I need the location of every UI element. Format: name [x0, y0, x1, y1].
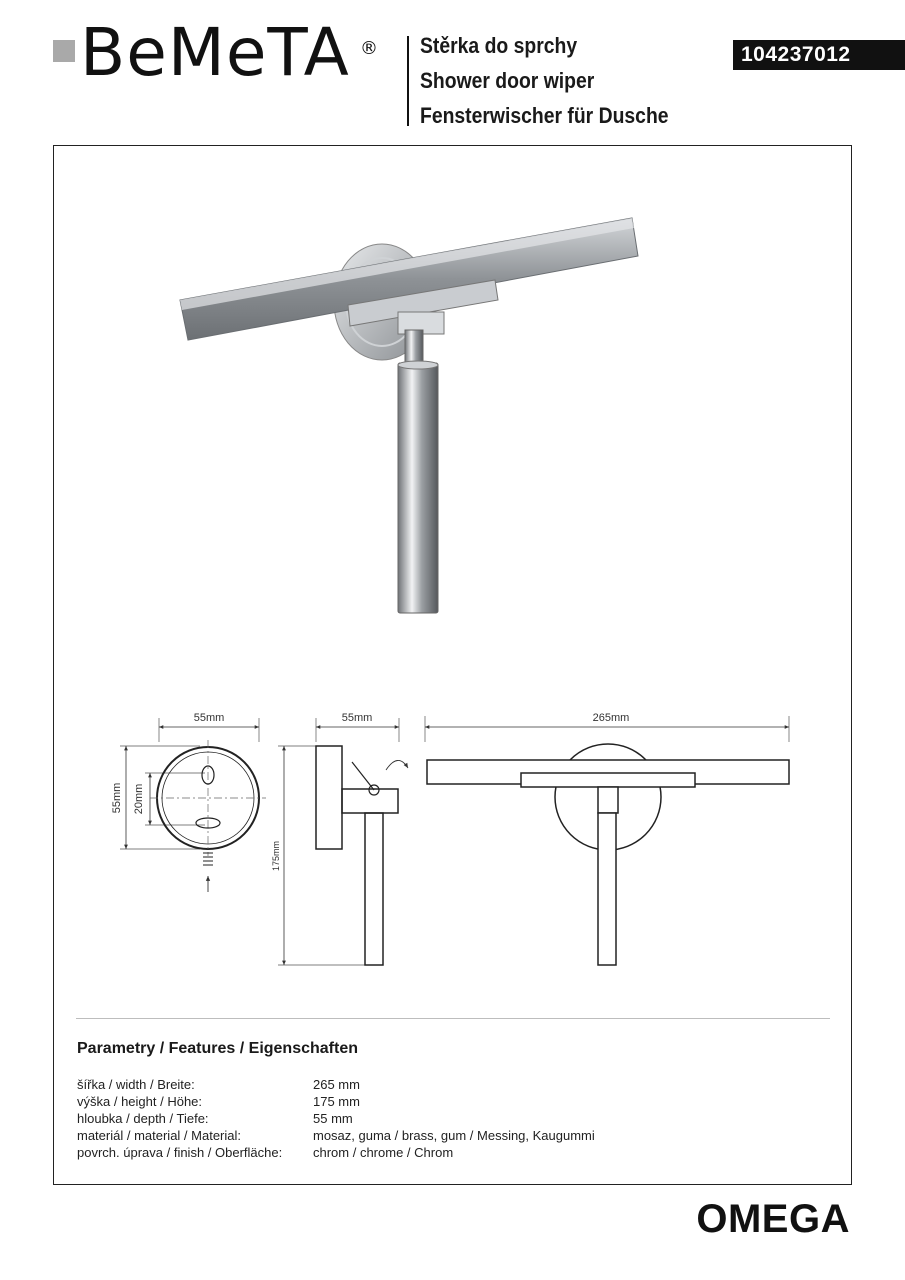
spec-label: výška / height / Höhe:: [77, 1094, 203, 1109]
spec-label: materiál / material / Material:: [77, 1128, 241, 1143]
top-view-drawing: [425, 716, 789, 965]
features-title: Parametry / Features / Eigenschaften: [77, 1040, 358, 1057]
spec-row: [77, 1094, 360, 1109]
spec-row: [77, 1128, 595, 1143]
series-name: OMEGA: [696, 1197, 850, 1241]
spec-value: chrom / chrome / Chrom: [313, 1145, 454, 1160]
brand-logo: BeMeTA: [80, 14, 350, 91]
spec-row: [77, 1145, 453, 1160]
title-de: Fensterwischer für Dusche: [420, 103, 669, 128]
spec-label: povrch. úprava / finish / Oberfläche:: [77, 1145, 283, 1160]
title-cz: Stěrka do sprchy: [420, 33, 578, 58]
spec-value: 175 mm: [313, 1094, 360, 1109]
spec-value: 55 mm: [313, 1111, 353, 1126]
hole-spacing-label: 20mm: [133, 783, 145, 815]
spec-value: 265 mm: [313, 1077, 360, 1092]
spec-label: šířka / width / Breite:: [77, 1077, 195, 1092]
product-code-badge: 104237012: [733, 40, 905, 70]
spec-row: [77, 1111, 353, 1126]
side-depth-label: 55mm: [341, 712, 373, 724]
spec-value: mosaz, guma / brass, gum / Messing, Kaugummi: [313, 1128, 595, 1143]
product-photo: [180, 218, 638, 613]
side-height-label: 175mm: [271, 840, 281, 872]
spec-row: [77, 1077, 360, 1092]
spec-label: hloubka / depth / Tiefe:: [77, 1111, 209, 1126]
top-width-label: 265mm: [592, 712, 630, 724]
front-width-label: 55mm: [193, 712, 225, 724]
front-height-label: 55mm: [111, 782, 123, 814]
side-view-drawing: [278, 718, 408, 965]
registered-mark: ®: [360, 38, 378, 59]
title-en: Shower door wiper: [420, 68, 595, 93]
features-divider: [76, 1018, 830, 1019]
